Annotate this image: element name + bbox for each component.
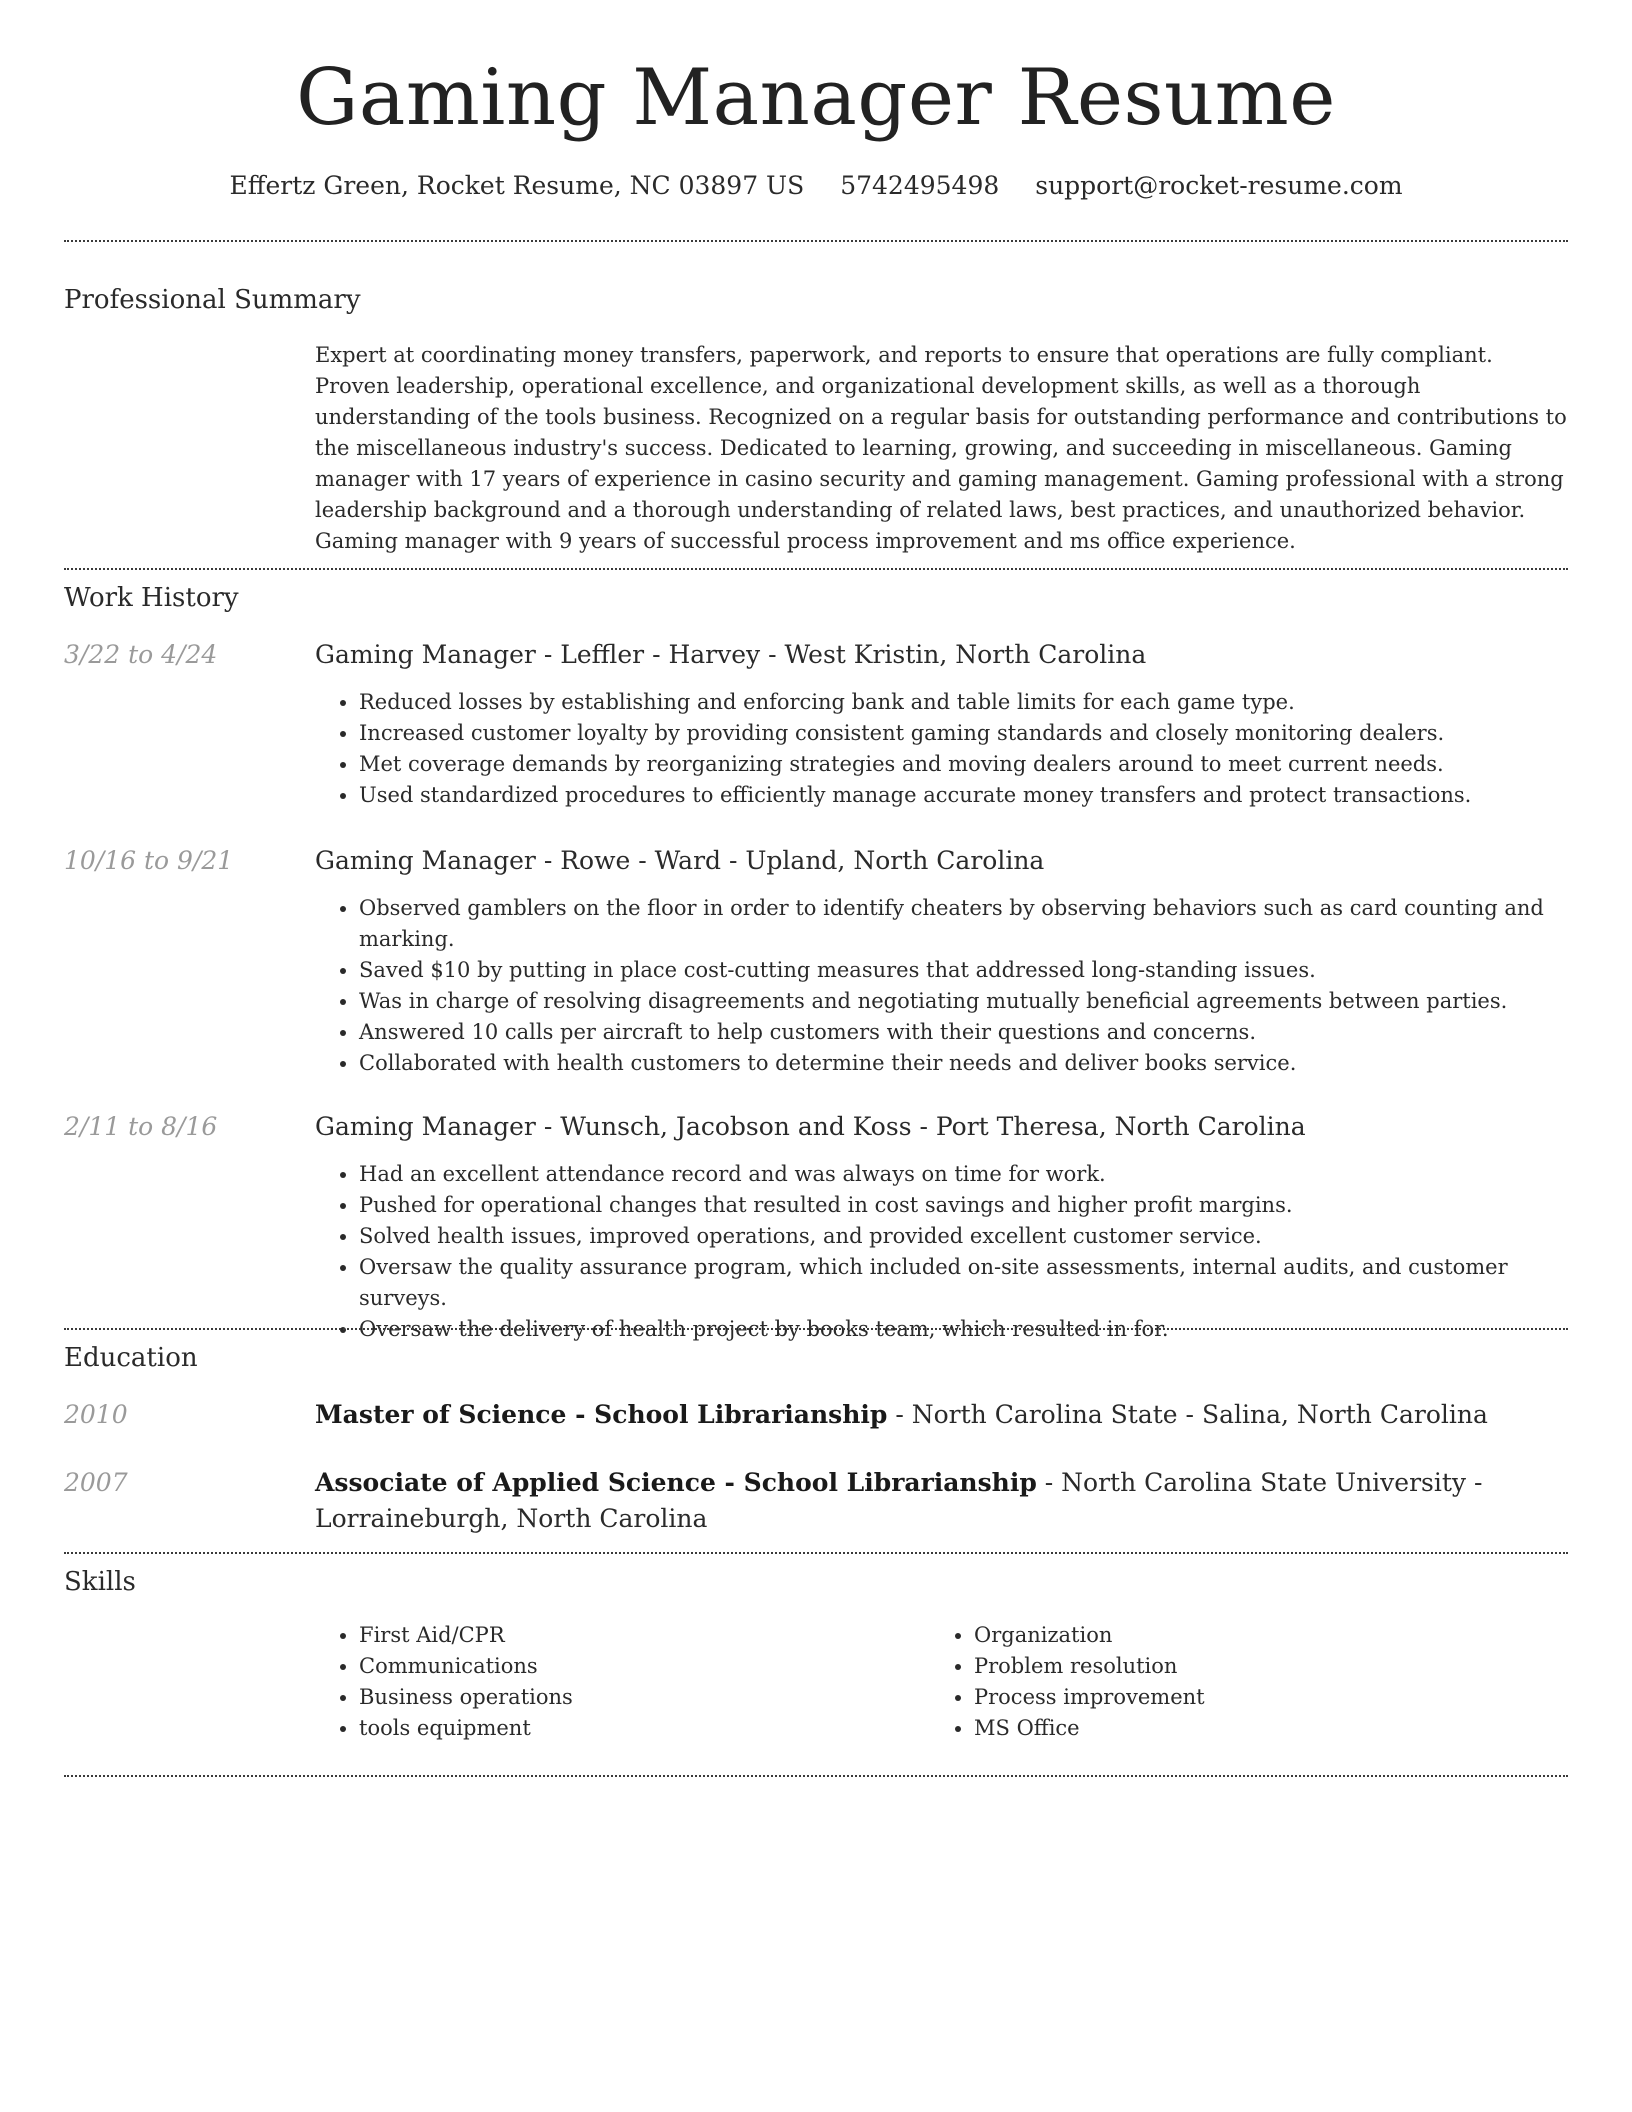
education-year: 2007 [64,1468,128,1497]
section-title-education: Education [64,1343,198,1373]
divider [64,240,1568,242]
job-bullets [315,687,1568,811]
contact-phone: 5742495498 [840,171,1000,200]
divider [64,1552,1568,1554]
job-dates: 10/16 to 9/21 [64,846,234,875]
skills-list-right [930,1620,1530,1744]
list-item: • Increased customer loyalty by providing consistent gaming standards and closely monitoring dealers. [359,718,1568,749]
list-item: • Observed gamblers on the floor in order to identify cheaters by observing behaviors such as card counting and marking. [359,893,1568,955]
education-entry [315,1465,1568,1537]
education-degree: Master of Science - School Librarianship [315,1400,888,1429]
skill-item: • Communications [359,1651,915,1682]
list-item: • Oversaw the delivery of health project by books team, which resulted in for. [359,1314,1568,1345]
skill-item: • tools equipment [359,1713,915,1744]
list-item: • Pushed for operational changes that resulted in cost savings and higher profit margins. [359,1190,1568,1221]
list-item: • Reduced losses by establishing and enforcing bank and table limits for each game type. [359,687,1568,718]
skill-item: • Problem resolution [974,1651,1530,1682]
list-item: • Answered 10 calls per aircraft to help customers with their questions and concerns. [359,1017,1568,1048]
list-item: • Met coverage demands by reorganizing strategies and moving dealers around to meet current needs. [359,749,1568,780]
education-year: 2010 [64,1400,128,1429]
education-school: - North Carolina State - Salina, North Carolina [887,1400,1488,1429]
skills-list-left [315,1620,915,1744]
divider [64,1328,1568,1330]
list-item: • Saved $10 by putting in place cost-cutting measures that addressed long-standing issues. [359,955,1568,986]
contact-line [64,168,1568,204]
skill-item: • MS Office [974,1713,1530,1744]
education-degree: Associate of Applied Science - School Librarianship [315,1468,1037,1497]
job-bullets [315,893,1568,1079]
skill-item: • Organization [974,1620,1530,1651]
contact-email: support@rocket-resume.com [1035,171,1403,200]
section-title-skills: Skills [64,1567,136,1597]
education-entry [315,1397,1568,1433]
section-title-summary: Professional Summary [64,285,361,315]
skill-item: • First Aid/CPR [359,1620,915,1651]
job-title: Gaming Manager - Wunsch, Jacobson and Koss - Port Theresa, North Carolina [315,1112,1306,1141]
list-item: • Collaborated with health customers to determine their needs and deliver books service. [359,1048,1568,1079]
summary-text: Expert at coordinating money transfers, paperwork, and reports to ensure that operations are fully compliant. Proven leadership, operational excellence, and organizational development skills, as well as a thorough understanding of the tools business. Recognized on a regular basis for outstanding performance and contributions to the miscellaneous industry's success. Dedicated to learning, growing, and succeeding in miscellaneous. Gaming manager with 17 years of experience in casino security and gaming management. Gaming professional with a strong leadership background and a thorough understanding of related laws, best practices, and unauthorized behavior. Gaming manager with 9 years of successful process improvement and ms office experience. [315,343,1567,553]
skill-item: • Business operations [359,1682,915,1713]
divider [64,568,1568,570]
list-item: • Solved health issues, improved operations, and provided excellent customer service. [359,1221,1568,1252]
section-title-work-history: Work History [64,583,239,613]
job-dates: 3/22 to 4/24 [64,640,218,669]
resume-title: Gaming Manager Resume [296,53,1336,143]
job-bullets [315,1159,1568,1345]
list-item: • Used standardized procedures to efficiently manage accurate money transfers and protect transactions. [359,780,1568,811]
list-item: • Oversaw the quality assurance program, which included on-site assessments, internal audits, and customer surveys. [359,1252,1568,1314]
job-dates: 2/11 to 8/16 [64,1112,218,1141]
list-item: • Had an excellent attendance record and was always on time for work. [359,1159,1568,1190]
education-school: - North Carolina State University - Lorraineburgh, North Carolina [315,1468,1483,1533]
divider [64,1775,1568,1777]
contact-address: Effertz Green, Rocket Resume, NC 03897 US [229,171,805,200]
list-item: • Was in charge of resolving disagreements and negotiating mutually beneficial agreements between parties. [359,986,1568,1017]
skill-item: • Process improvement [974,1682,1530,1713]
job-title: Gaming Manager - Leffler - Harvey - West Kristin, North Carolina [315,640,1147,669]
job-title: Gaming Manager - Rowe - Ward - Upland, North Carolina [315,846,1045,875]
